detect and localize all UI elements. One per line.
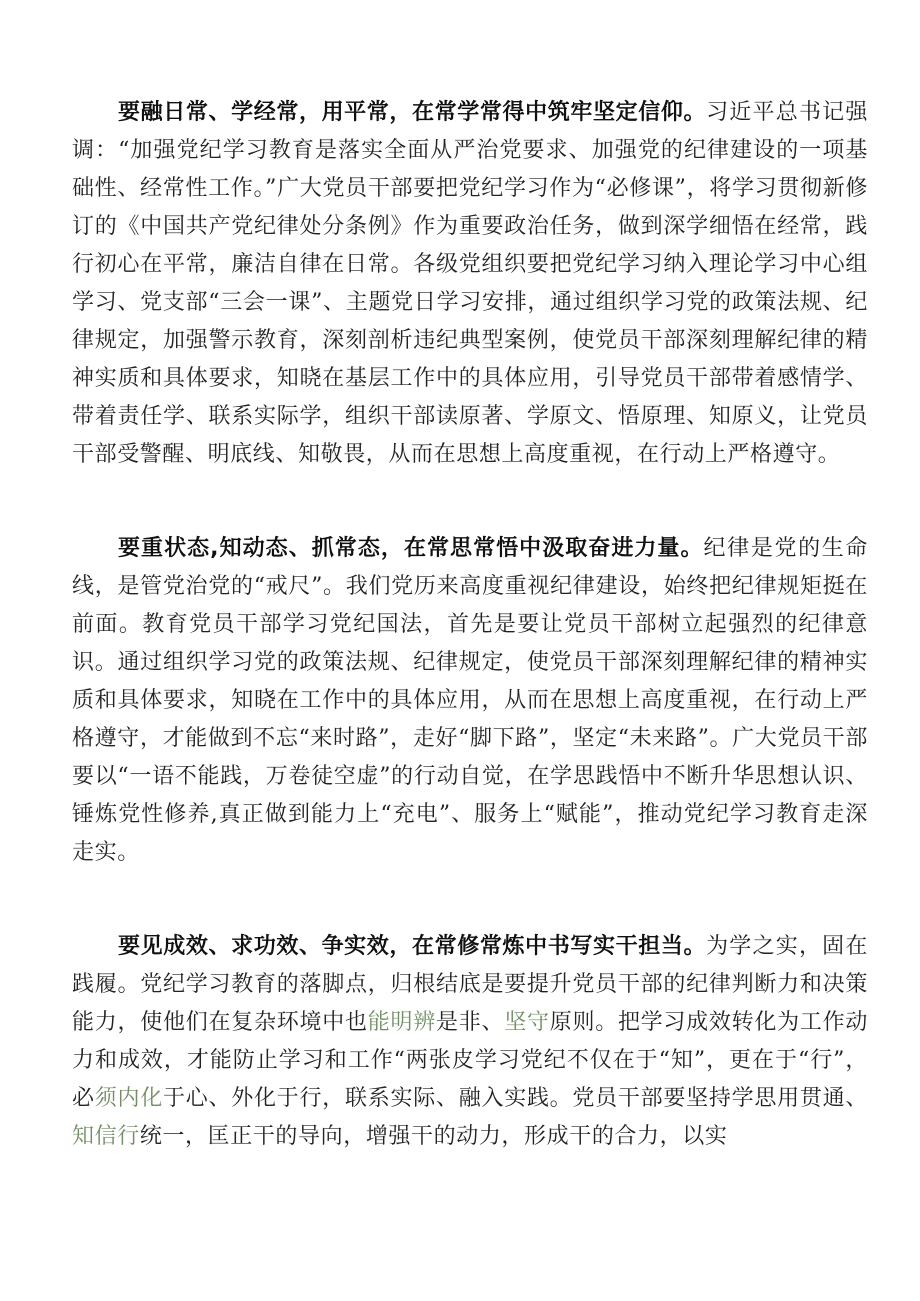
paragraph-2-body: 纪律是党的生命线，是管党治党的“戒尺”。我们党历来高度重视纪律建设，始终把纪律规矩挺在前面。教育党员干部学习党纪国法，首先是要让党员干部树立起强烈的纪律意识。通过组织学习党的政策法规、纪律规定，使党员干部深刻理解纪律的精神实质和具体要求，知晓在工作中的具体应用，从而在思想上高度重视，在行动上严格遵守，才能做到不忘“来时路”，走好“脚下路”，坚定“未来路”。广大党员干部要以“一语不能践，万卷徒空虚”的行动自觉，在学思践悟中不断升华思想认识、锤炼党性修养,真正做到能力上“充电”、服务上“赋能”，推动党纪学习教育走深走实。	[72, 536, 869, 865]
paragraph-2-lead: 要重状态,知动态、抓常态，在常思常悟中汲取奋进力量。	[118, 536, 704, 561]
paragraph-3-seg-2: 是非、	[435, 1010, 505, 1035]
paragraph-1	[72, 94, 868, 474]
paragraph-3-seg-8: 统一，匡正干的导向，增强干的动力，形成干的合力，以实	[139, 1124, 728, 1149]
paragraph-3-seg-5: 须内化	[94, 1086, 163, 1111]
paragraph-2	[72, 530, 868, 872]
paragraph-3	[72, 928, 868, 1156]
paragraph-1-lead: 要融日常、学经常，用平常，在常学常得中筑牢坚定信仰。	[118, 100, 707, 125]
paragraph-3-seg-0: 为学之实，固在践履。党纪学习教育的落脚点，归根结底是要提升党员干部的纪律判断力和决策能力，使他们在复杂环境中也	[72, 934, 868, 1035]
paragraph-3-seg-7: 知信行	[72, 1124, 140, 1149]
paragraph-3-seg-4: 原则。把学习成效转化为工作动力和成效，才能防止学习和工作“两张皮学习党纪不仅在于“知”，更在于“行”，必	[72, 1010, 868, 1111]
paragraph-3-lead: 要见成效、求功效、争实效，在常修常炼中书写实干担当。	[118, 934, 707, 959]
paragraph-3-seg-1: 能明辨	[367, 1010, 436, 1035]
paragraph-3-seg-6: 于心、外化于行，联系实际、融入实践。党员干部要坚持学思用贯通、	[163, 1086, 868, 1111]
paragraph-3-seg-3: 坚守	[504, 1010, 550, 1035]
paragraph-1-body: 习近平总书记强调：“加强党纪学习教育是落实全面从严治党要求、加强党的纪律建设的一项基础性、经常性工作。”广大党员干部要把党纪学习作为“必修课”，将学习贯彻新修订的《中国共产党纪律处分条例》作为重要政治任务，做到深学细悟在经常，践行初心在平常，廉洁自律在日常。各级党组织要把党纪学习纳入理论学习中心组学习、党支部“三会一课”、主题党日学习安排，通过组织学习党的政策法规、纪律规定，加强警示教育，深刻剖析违纪典型案例，使党员干部深刻理解纪律的精神实质和具体要求，知晓在基层工作中的具体应用，引导党员干部带着感情学、带着责任学、联系实际学，组织干部读原著、学原文、悟原理、知原义，让党员干部受警醒、明底线、知敬畏，从而在思想上高度重视，在行动上严格遵守。	[72, 100, 868, 467]
